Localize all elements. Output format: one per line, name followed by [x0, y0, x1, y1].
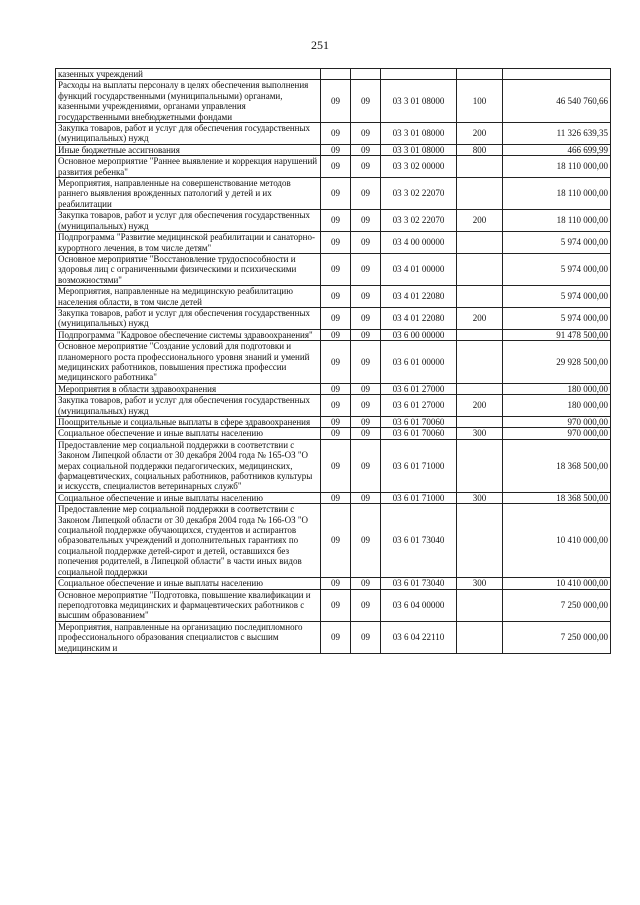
section-code: 09: [321, 341, 351, 384]
target-article-code: 03 6 01 27000: [381, 395, 457, 417]
amount: 7 250 000,00: [503, 621, 611, 653]
amount: 18 368 500,00: [503, 439, 611, 492]
subsection-code: 09: [351, 492, 381, 503]
row-name: Подпрограмма "Развитие медицинской реабилитации и санаторно-курортного лечения, в том числе детям": [56, 232, 321, 254]
table-row: [56, 232, 611, 254]
target-article-code: 03 4 01 00000: [381, 253, 457, 285]
section-code: 09: [321, 492, 351, 503]
section-code: 09: [321, 578, 351, 589]
subsection-code: 09: [351, 286, 381, 308]
section-code: 09: [321, 253, 351, 285]
amount: 5 974 000,00: [503, 307, 611, 329]
target-article-code: 03 6 01 70060: [381, 428, 457, 439]
expense-type-code: [457, 341, 503, 384]
target-article-code: 03 4 01 22080: [381, 307, 457, 329]
expense-type-code: [457, 178, 503, 210]
expense-type-code: [457, 439, 503, 492]
target-article-code: 03 6 04 00000: [381, 589, 457, 621]
subsection-code: 09: [351, 156, 381, 178]
section-code: 09: [321, 589, 351, 621]
table-row: [56, 80, 611, 123]
subsection-code: 09: [351, 307, 381, 329]
expense-type-code: 800: [457, 144, 503, 155]
target-article-code: 03 3 01 08000: [381, 144, 457, 155]
expense-type-code: 300: [457, 492, 503, 503]
table-row: [56, 307, 611, 329]
target-article-code: 03 6 00 00000: [381, 329, 457, 340]
amount: 10 410 000,00: [503, 504, 611, 578]
section-code: 09: [321, 417, 351, 428]
subsection-code: 09: [351, 341, 381, 384]
section-code: 09: [321, 504, 351, 578]
amount: [503, 69, 611, 80]
budget-table: [55, 68, 611, 654]
row-name: Основное мероприятие "Создание условий для подготовки и планомерного роста профессионального уровня знаний и умений медицинских работников, повышения престижа профессии медицинского работника": [56, 341, 321, 384]
target-article-code: 03 6 01 73040: [381, 504, 457, 578]
target-article-code: 03 6 01 71000: [381, 439, 457, 492]
table-row: [56, 329, 611, 340]
expense-type-code: 200: [457, 210, 503, 232]
budget-table-body: [56, 69, 611, 654]
subsection-code: 09: [351, 439, 381, 492]
section-code: 09: [321, 178, 351, 210]
row-name: Предоставление мер социальной поддержки в соответствии с Законом Липецкой области от 30 декабря 2004 года № 165-ОЗ "О мерах социальной поддержки педагогических, медицинских, фармацевтических, социальных работников, работников культуры и искусств, специалистов ветеринарных служб": [56, 439, 321, 492]
section-code: 09: [321, 621, 351, 653]
amount: 5 974 000,00: [503, 253, 611, 285]
amount: 7 250 000,00: [503, 589, 611, 621]
expense-type-code: [457, 69, 503, 80]
expense-type-code: [457, 232, 503, 254]
amount: 46 540 760,66: [503, 80, 611, 123]
subsection-code: 09: [351, 621, 381, 653]
amount: 11 326 639,35: [503, 123, 611, 145]
expense-type-code: 200: [457, 307, 503, 329]
row-name: Закупка товаров, работ и услуг для обеспечения государственных (муниципальных) нужд: [56, 307, 321, 329]
target-article-code: 03 3 02 22070: [381, 210, 457, 232]
row-name: Мероприятия, направленные на медицинскую реабилитацию населения области, в том числе детей: [56, 286, 321, 308]
amount: 18 110 000,00: [503, 210, 611, 232]
target-article-code: 03 3 02 00000: [381, 156, 457, 178]
table-row: [56, 578, 611, 589]
row-name: Поощрительные и социальные выплаты в сфере здравоохранения: [56, 417, 321, 428]
row-name: Расходы на выплаты персоналу в целях обеспечения выполнения функций государственными (муниципальными) органами, казенными учреждениями, органами управления государственными внебюджетными фондами: [56, 80, 321, 123]
section-code: 09: [321, 232, 351, 254]
subsection-code: 09: [351, 123, 381, 145]
table-row: [56, 439, 611, 492]
amount: 91 478 500,00: [503, 329, 611, 340]
subsection-code: 09: [351, 80, 381, 123]
table-row: [56, 504, 611, 578]
amount: 18 110 000,00: [503, 156, 611, 178]
row-name: Закупка товаров, работ и услуг для обеспечения государственных (муниципальных) нужд: [56, 210, 321, 232]
subsection-code: 09: [351, 589, 381, 621]
target-article-code: 03 3 01 08000: [381, 123, 457, 145]
row-name: Иные бюджетные ассигнования: [56, 144, 321, 155]
subsection-code: 09: [351, 253, 381, 285]
table-row: [56, 395, 611, 417]
table-row: [56, 383, 611, 394]
row-name: Закупка товаров, работ и услуг для обеспечения государственных (муниципальных) нужд: [56, 123, 321, 145]
section-code: 09: [321, 80, 351, 123]
section-code: 09: [321, 156, 351, 178]
table-row: [56, 178, 611, 210]
subsection-code: 09: [351, 578, 381, 589]
section-code: 09: [321, 286, 351, 308]
row-name: Предоставление мер социальной поддержки в соответствии с Законом Липецкой области от 30 декабря 2004 года № 166-ОЗ "О социальной поддержке обучающихся, студентов и аспирантов образовательных учреждений и дополнительных гарантиях по социальной поддержке детей-сирот и детей, оставшихся без попечения родителей, в Липецкой области" в части иных видов социальной поддержки: [56, 504, 321, 578]
section-code: 09: [321, 144, 351, 155]
row-name: Основное мероприятие "Восстановление трудоспособности и здоровья лиц с ограниченными физическими и психическими возможностями": [56, 253, 321, 285]
expense-type-code: [457, 417, 503, 428]
subsection-code: 09: [351, 395, 381, 417]
expense-type-code: 300: [457, 578, 503, 589]
table-row: [56, 123, 611, 145]
target-article-code: 03 6 01 73040: [381, 578, 457, 589]
expense-type-code: [457, 504, 503, 578]
expense-type-code: 100: [457, 80, 503, 123]
target-article-code: 03 4 01 22080: [381, 286, 457, 308]
table-row: [56, 286, 611, 308]
amount: 5 974 000,00: [503, 286, 611, 308]
expense-type-code: [457, 329, 503, 340]
section-code: 09: [321, 428, 351, 439]
expense-type-code: [457, 383, 503, 394]
subsection-code: 09: [351, 417, 381, 428]
amount: 5 974 000,00: [503, 232, 611, 254]
subsection-code: 09: [351, 144, 381, 155]
section-code: 09: [321, 123, 351, 145]
table-row: [56, 69, 611, 80]
page-number: 251: [311, 38, 329, 52]
table-row: [56, 144, 611, 155]
row-name: Мероприятия, направленные на организацию последипломного профессионального образования специалистов с высшим медицинским и: [56, 621, 321, 653]
row-name: казенных учреждений: [56, 69, 321, 80]
amount: 18 368 500,00: [503, 492, 611, 503]
amount: 29 928 500,00: [503, 341, 611, 384]
subsection-code: 09: [351, 329, 381, 340]
table-row: [56, 621, 611, 653]
subsection-code: 09: [351, 232, 381, 254]
target-article-code: 03 3 02 22070: [381, 178, 457, 210]
row-name: Основное мероприятие "Подготовка, повышение квалификации и переподготовка медицинских и фармацевтических работников с высшим образованием": [56, 589, 321, 621]
row-name: Подпрограмма "Кадровое обеспечение системы здравоохранения": [56, 329, 321, 340]
target-article-code: [381, 69, 457, 80]
expense-type-code: 200: [457, 123, 503, 145]
subsection-code: 09: [351, 504, 381, 578]
target-article-code: 03 3 01 08000: [381, 80, 457, 123]
table-row: [56, 210, 611, 232]
table-row: [56, 341, 611, 384]
target-article-code: 03 6 04 22110: [381, 621, 457, 653]
amount: 180 000,00: [503, 383, 611, 394]
table-row: [56, 253, 611, 285]
table-row: [56, 428, 611, 439]
table-row: [56, 589, 611, 621]
expense-type-code: [457, 286, 503, 308]
expense-type-code: 200: [457, 395, 503, 417]
row-name: Социальное обеспечение и иные выплаты населению: [56, 578, 321, 589]
subsection-code: [351, 69, 381, 80]
table-row: [56, 417, 611, 428]
table-row: [56, 156, 611, 178]
row-name: Социальное обеспечение и иные выплаты населению: [56, 492, 321, 503]
expense-type-code: [457, 621, 503, 653]
amount: 10 410 000,00: [503, 578, 611, 589]
amount: 18 110 000,00: [503, 178, 611, 210]
section-code: 09: [321, 329, 351, 340]
expense-type-code: 300: [457, 428, 503, 439]
section-code: 09: [321, 383, 351, 394]
section-code: 09: [321, 395, 351, 417]
section-code: 09: [321, 439, 351, 492]
table-row: [56, 492, 611, 503]
target-article-code: 03 6 01 70060: [381, 417, 457, 428]
subsection-code: 09: [351, 178, 381, 210]
subsection-code: 09: [351, 428, 381, 439]
row-name: Закупка товаров, работ и услуг для обеспечения государственных (муниципальных) нужд: [56, 395, 321, 417]
amount: 466 699,99: [503, 144, 611, 155]
section-code: 09: [321, 307, 351, 329]
amount: 970 000,00: [503, 428, 611, 439]
section-code: [321, 69, 351, 80]
row-name: Мероприятия, направленные на совершенствование методов раннего выявления врожденных патологий у детей и их реабилитации: [56, 178, 321, 210]
target-article-code: 03 6 01 27000: [381, 383, 457, 394]
row-name: Социальное обеспечение и иные выплаты населению: [56, 428, 321, 439]
subsection-code: 09: [351, 210, 381, 232]
target-article-code: 03 6 01 71000: [381, 492, 457, 503]
target-article-code: 03 4 00 00000: [381, 232, 457, 254]
amount: 180 000,00: [503, 395, 611, 417]
target-article-code: 03 6 01 00000: [381, 341, 457, 384]
expense-type-code: [457, 156, 503, 178]
section-code: 09: [321, 210, 351, 232]
row-name: Основное мероприятие "Раннее выявление и коррекция нарушений развития ребенка": [56, 156, 321, 178]
expense-type-code: [457, 253, 503, 285]
expense-type-code: [457, 589, 503, 621]
amount: 970 000,00: [503, 417, 611, 428]
row-name: Мероприятия в области здравоохранения: [56, 383, 321, 394]
subsection-code: 09: [351, 383, 381, 394]
